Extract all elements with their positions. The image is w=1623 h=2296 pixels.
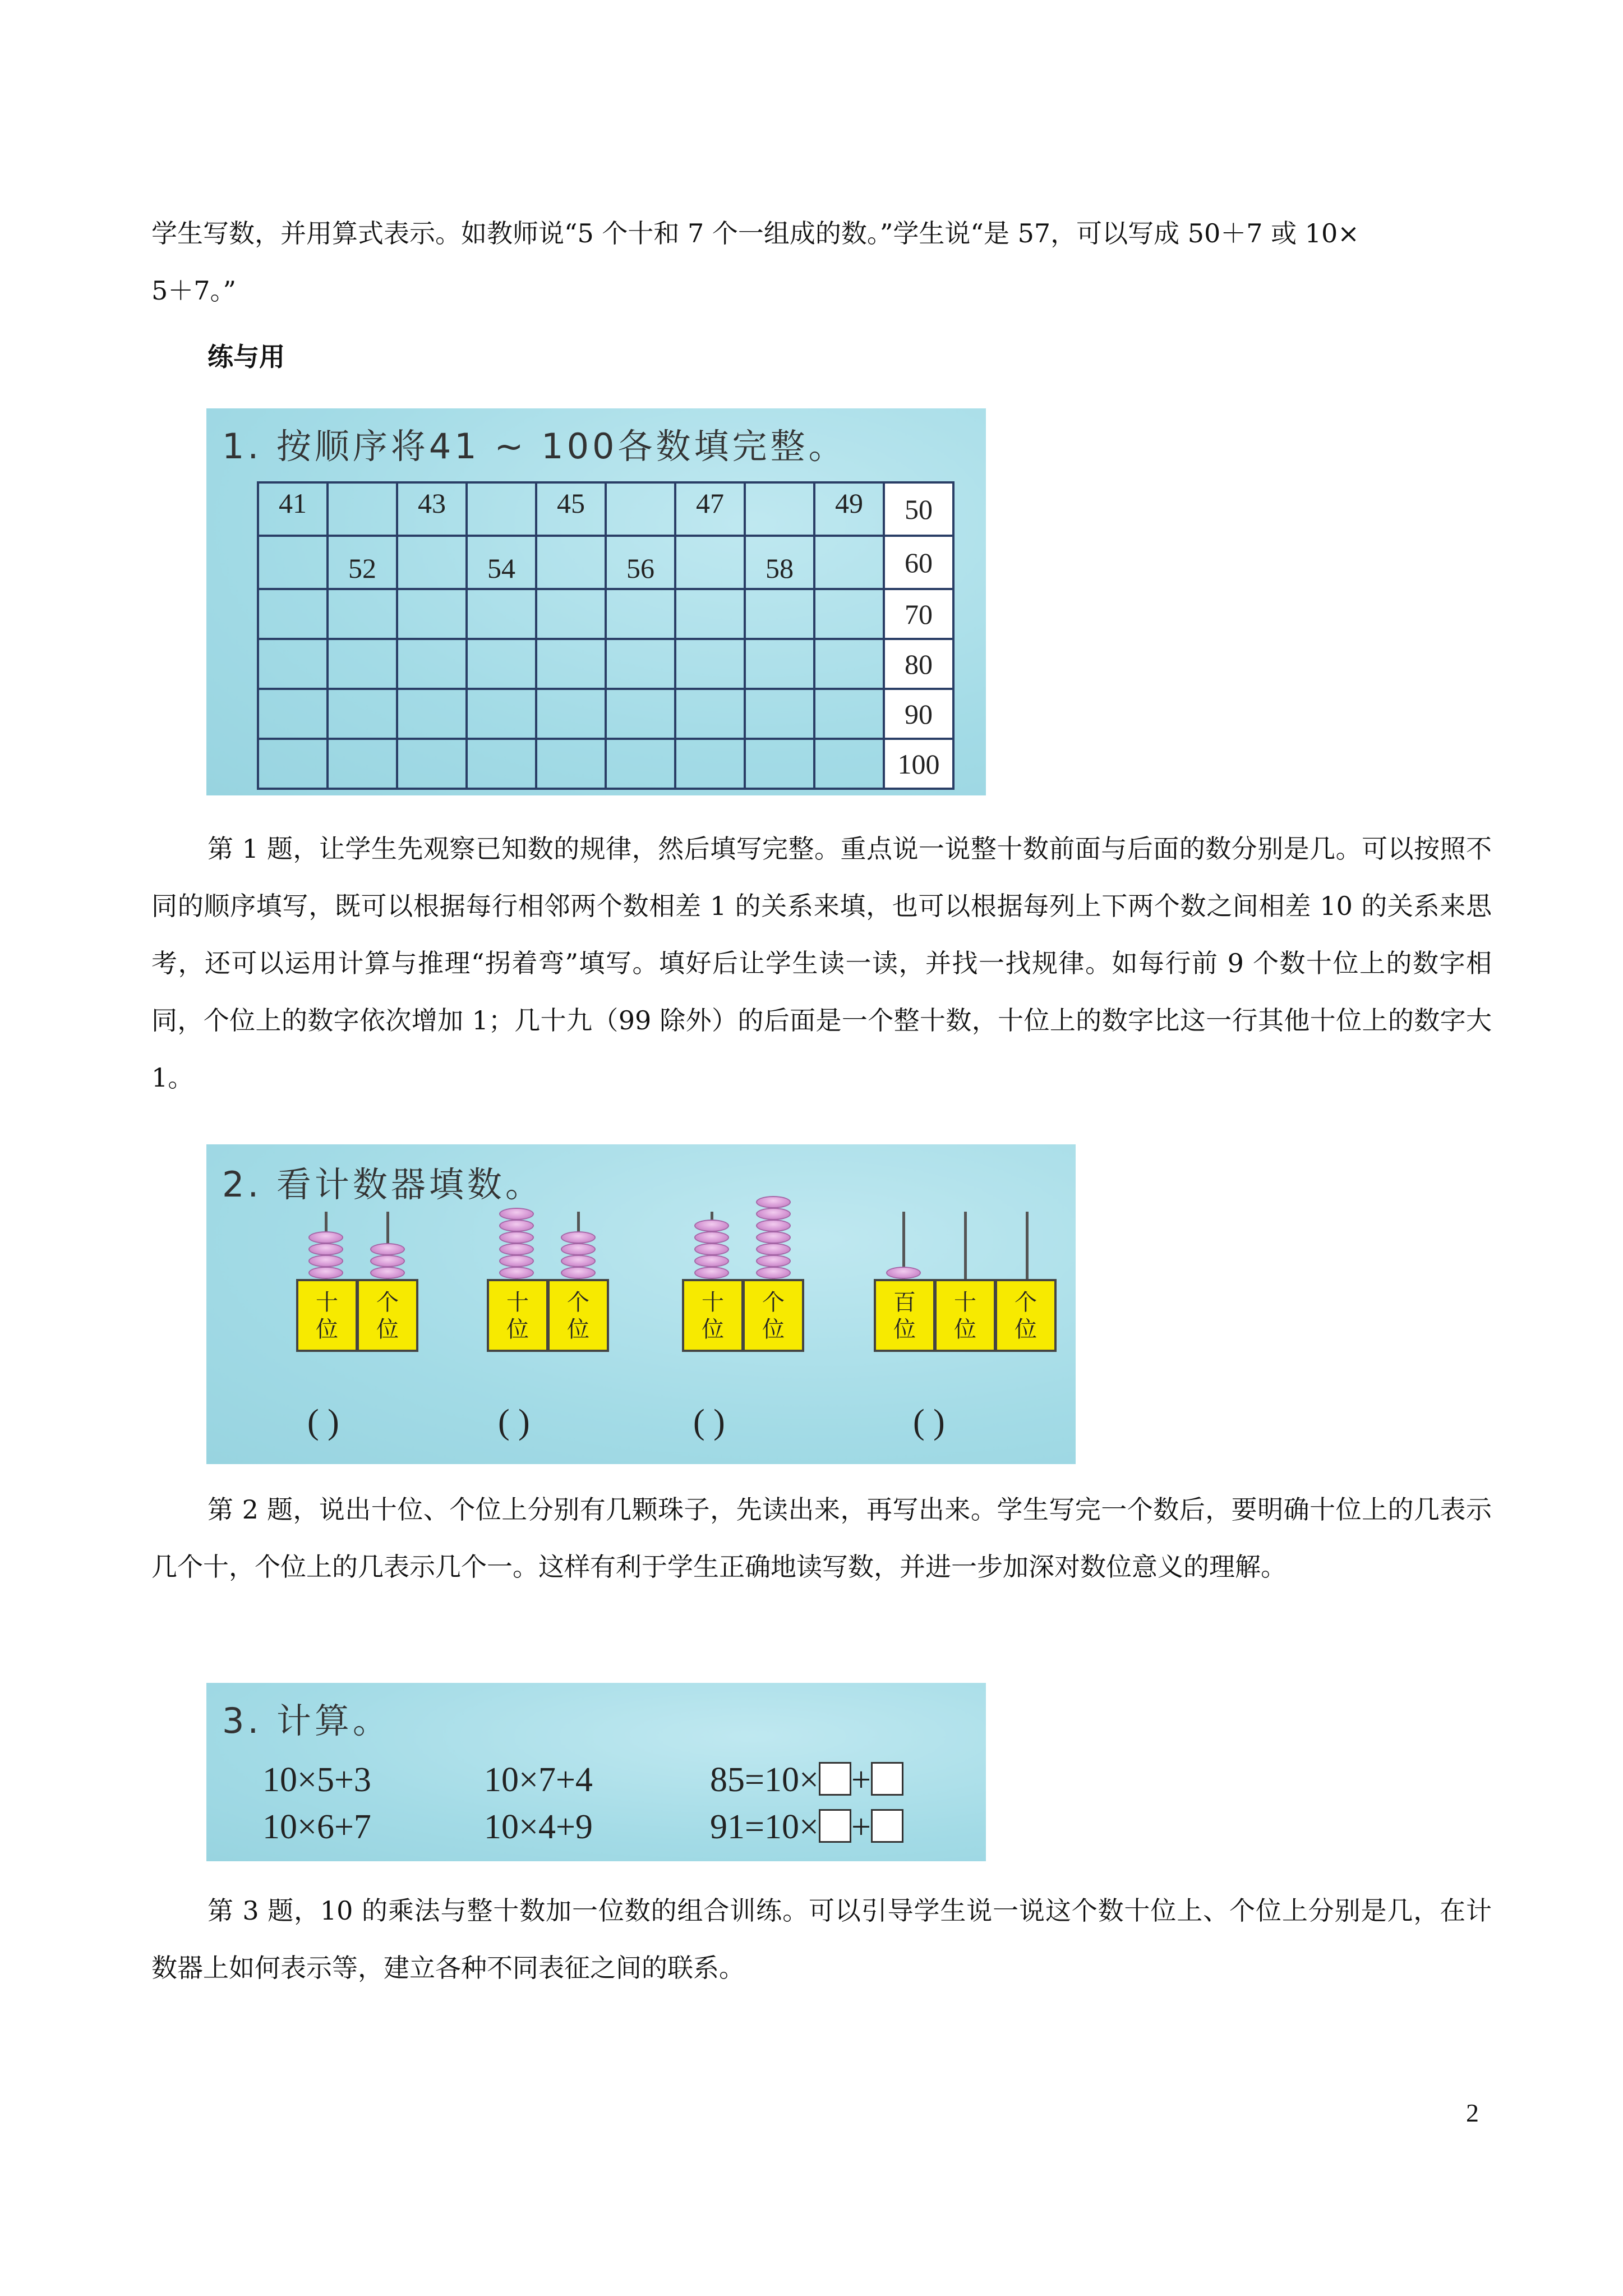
grid-cell[interactable]: 47 bbox=[675, 482, 745, 536]
abacus-bead bbox=[499, 1220, 534, 1232]
grid-cell[interactable] bbox=[536, 639, 606, 689]
tens-place-box bbox=[934, 1279, 996, 1352]
grid-cell[interactable] bbox=[536, 589, 606, 639]
calc-item: 10×7+4 bbox=[484, 1761, 593, 1799]
grid-cell[interactable]: 45 bbox=[536, 482, 606, 536]
grid-cell[interactable] bbox=[397, 589, 467, 639]
abacus-bead bbox=[561, 1243, 596, 1255]
ones-place-label: 个位 bbox=[376, 1290, 399, 1342]
abacus-bead bbox=[694, 1231, 729, 1244]
tens-place-label: 十位 bbox=[702, 1290, 724, 1342]
grid-cell-tens[interactable]: 80 bbox=[884, 639, 953, 689]
abacus-bead bbox=[308, 1267, 343, 1279]
plus-sign: + bbox=[851, 1761, 871, 1799]
number-grid bbox=[257, 481, 955, 790]
calc-item: 10×4+9 bbox=[484, 1808, 593, 1846]
grid-cell[interactable] bbox=[467, 589, 536, 639]
ones-place-box bbox=[743, 1279, 804, 1352]
grid-cell-tens[interactable]: 90 bbox=[884, 689, 953, 739]
grid-cell[interactable] bbox=[397, 739, 467, 789]
abacus-bead bbox=[694, 1267, 729, 1279]
grid-cell[interactable] bbox=[745, 739, 814, 789]
grid-cell[interactable] bbox=[814, 639, 884, 689]
intro-line-2: 5＋7。” bbox=[151, 275, 237, 306]
grid-cell[interactable] bbox=[397, 639, 467, 689]
grid-cell[interactable] bbox=[397, 536, 467, 589]
grid-cell[interactable] bbox=[258, 536, 328, 589]
grid-cell[interactable] bbox=[814, 589, 884, 639]
abacus-bead bbox=[370, 1255, 405, 1267]
grid-cell[interactable] bbox=[536, 536, 606, 589]
hundreds-place-label: 百位 bbox=[893, 1290, 916, 1342]
answer-blank[interactable]: ( ) bbox=[693, 1403, 725, 1441]
grid-cell[interactable] bbox=[675, 689, 745, 739]
tens-place-label: 十位 bbox=[506, 1290, 529, 1342]
abacus-bead bbox=[499, 1243, 534, 1255]
abacus-bead bbox=[370, 1267, 405, 1279]
q1-explanation: 第 1 题，让学生先观察已知数的规律，然后填写完整。重点说一说整十数前面与后面的数分别是几。可以按照不同的顺序填写，既可以根据每行相邻两个数相差 1 的关系来填，也可以根据每列上下两个数之间相差 10 的关系来思考，还可以运用计算与推理“拐着弯”填写。填好后让学生读一读，并找一找规律。如每行前 9 个数十位上的数字相同，个位上的数字依次增加 1；几十九（99 除外）的后面是一个整十数，十位上的数字比这一行其他十位上的数字大 1。 bbox=[151, 834, 1492, 1093]
answer-blank[interactable]: ( ) bbox=[498, 1403, 530, 1441]
grid-cell[interactable] bbox=[814, 689, 884, 739]
grid-cell[interactable] bbox=[745, 639, 814, 689]
grid-cell[interactable] bbox=[536, 739, 606, 789]
grid-cell[interactable] bbox=[328, 589, 397, 639]
tens-place-box bbox=[296, 1279, 358, 1352]
abacus-rod bbox=[964, 1212, 967, 1279]
grid-cell[interactable] bbox=[328, 639, 397, 689]
abacus-bead bbox=[499, 1267, 534, 1279]
grid-row bbox=[258, 536, 953, 589]
abacus-bead bbox=[561, 1255, 596, 1267]
grid-cell[interactable] bbox=[467, 739, 536, 789]
calc-fill-row bbox=[710, 1807, 903, 1847]
abacus-bead bbox=[756, 1220, 791, 1232]
grid-cell[interactable] bbox=[467, 689, 536, 739]
tens-place-box bbox=[682, 1279, 744, 1352]
grid-cell[interactable] bbox=[745, 482, 814, 536]
abacus-bead bbox=[308, 1243, 343, 1255]
grid-cell-tens[interactable]: 50 bbox=[884, 482, 953, 536]
grid-cell-tens[interactable]: 100 bbox=[884, 739, 953, 789]
grid-cell[interactable] bbox=[467, 639, 536, 689]
grid-cell[interactable]: 43 bbox=[397, 482, 467, 536]
grid-cell[interactable]: 56 bbox=[606, 536, 675, 589]
answer-box[interactable] bbox=[871, 1809, 903, 1843]
abacus-bead bbox=[499, 1208, 534, 1220]
abacus-bead bbox=[756, 1231, 791, 1244]
abacus-bead bbox=[308, 1231, 343, 1244]
grid-cell[interactable] bbox=[258, 689, 328, 739]
abacus-bead bbox=[561, 1267, 596, 1279]
abacus-bead bbox=[499, 1231, 534, 1244]
abacus-1 bbox=[296, 1144, 425, 1464]
abacus-bead bbox=[756, 1255, 791, 1267]
abacus-bead bbox=[886, 1267, 921, 1279]
grid-cell[interactable]: 49 bbox=[814, 482, 884, 536]
grid-cell[interactable] bbox=[397, 689, 467, 739]
hundreds-place-box bbox=[874, 1279, 935, 1352]
q2-figure bbox=[206, 1144, 1076, 1464]
grid-cell[interactable] bbox=[606, 639, 675, 689]
grid-cell[interactable] bbox=[675, 536, 745, 589]
grid-row bbox=[258, 482, 953, 536]
tens-place-box bbox=[487, 1279, 548, 1352]
q2-explanation: 第 2 题，说出十位、个位上分别有几颗珠子，先读出来，再写出来。学生写完一个数后，要明确十位上的几表示几个十，个位上的几表示几个一。这样有利于学生正确地读写数，并进一步加深对数位意义的理解。 bbox=[151, 1494, 1492, 1582]
abacus-bead bbox=[694, 1243, 729, 1255]
grid-cell[interactable] bbox=[745, 589, 814, 639]
ones-place-label: 个位 bbox=[567, 1290, 589, 1342]
calc-fill-row bbox=[710, 1760, 903, 1800]
page-number: 2 bbox=[1466, 2099, 1479, 2127]
grid-cell-tens[interactable]: 60 bbox=[884, 536, 953, 589]
abacus-bead bbox=[308, 1255, 343, 1267]
ones-place-box bbox=[357, 1279, 418, 1352]
grid-row bbox=[258, 589, 953, 639]
abacus-bead bbox=[370, 1243, 405, 1255]
grid-cell[interactable] bbox=[258, 639, 328, 689]
grid-cell[interactable]: 58 bbox=[745, 536, 814, 589]
grid-cell[interactable] bbox=[675, 739, 745, 789]
answer-blank[interactable]: ( ) bbox=[913, 1403, 945, 1441]
grid-cell[interactable] bbox=[675, 589, 745, 639]
q3-title: 3. 计算。 bbox=[222, 1700, 391, 1741]
abacus-bead bbox=[561, 1231, 596, 1244]
grid-cell[interactable] bbox=[606, 689, 675, 739]
grid-cell[interactable]: 52 bbox=[328, 536, 397, 589]
grid-cell[interactable] bbox=[675, 639, 745, 689]
intro-line-1: 学生写数，并用算式表示。如教师说“5 个十和 7 个一组成的数。”学生说“是 57，可以写成 50＋7 或 10× bbox=[151, 218, 1359, 249]
grid-cell[interactable] bbox=[467, 482, 536, 536]
answer-box[interactable] bbox=[871, 1762, 903, 1796]
abacus-bead bbox=[499, 1255, 534, 1267]
calc-item: 91=10× bbox=[710, 1808, 819, 1846]
answer-blank[interactable]: ( ) bbox=[307, 1403, 339, 1441]
grid-cell[interactable] bbox=[328, 482, 397, 536]
grid-cell-tens[interactable]: 70 bbox=[884, 589, 953, 639]
grid-cell[interactable] bbox=[606, 739, 675, 789]
q3-explanation: 第 3 题，10 的乘法与整十数加一位数的组合训练。可以引导学生说一说这个数十位上、个位上分别是几，在计数器上如何表示等，建立各种不同表征之间的联系。 bbox=[151, 1895, 1492, 1983]
grid-cell[interactable] bbox=[814, 739, 884, 789]
calc-item: 10×5+3 bbox=[262, 1761, 371, 1799]
abacus-rod bbox=[1026, 1212, 1029, 1279]
q2-title: 2. 看计数器填数。 bbox=[222, 1164, 543, 1205]
answer-box[interactable] bbox=[819, 1809, 851, 1843]
grid-row bbox=[258, 689, 953, 739]
plus-sign: + bbox=[851, 1808, 871, 1846]
abacus-3 bbox=[682, 1144, 811, 1464]
abacus-bead bbox=[756, 1243, 791, 1255]
grid-cell[interactable]: 54 bbox=[467, 536, 536, 589]
grid-row bbox=[258, 639, 953, 689]
answer-box[interactable] bbox=[819, 1762, 851, 1796]
ones-place-box bbox=[547, 1279, 609, 1352]
grid-cell[interactable] bbox=[258, 589, 328, 639]
grid-cell[interactable] bbox=[606, 589, 675, 639]
grid-cell[interactable] bbox=[745, 689, 814, 739]
abacus-bead bbox=[694, 1255, 729, 1267]
abacus-bead bbox=[756, 1267, 791, 1279]
grid-row bbox=[258, 739, 953, 789]
grid-cell[interactable] bbox=[606, 482, 675, 536]
abacus-bead bbox=[694, 1220, 729, 1232]
abacus-bead bbox=[756, 1196, 791, 1208]
tens-place-label: 十位 bbox=[316, 1290, 338, 1342]
ones-place-label: 个位 bbox=[1015, 1290, 1037, 1342]
calc-item: 85=10× bbox=[710, 1761, 819, 1799]
abacus-2 bbox=[487, 1144, 616, 1464]
calc-item: 10×6+7 bbox=[262, 1808, 371, 1846]
grid-cell[interactable] bbox=[814, 536, 884, 589]
q1-figure bbox=[206, 408, 986, 795]
grid-cell[interactable] bbox=[328, 689, 397, 739]
abacus-4 bbox=[874, 1144, 1059, 1464]
grid-cell[interactable]: 41 bbox=[258, 482, 328, 536]
q3-figure bbox=[206, 1683, 986, 1861]
ones-place-box bbox=[995, 1279, 1057, 1352]
q1-title: 1. 按顺序将41 ~ 100各数填完整。 bbox=[222, 426, 847, 467]
ones-place-label: 个位 bbox=[762, 1290, 785, 1342]
grid-cell[interactable] bbox=[328, 739, 397, 789]
grid-cell[interactable] bbox=[536, 689, 606, 739]
tens-place-label: 十位 bbox=[954, 1290, 976, 1342]
section-heading: 练与用 bbox=[208, 342, 285, 372]
abacus-bead bbox=[756, 1208, 791, 1220]
grid-cell[interactable] bbox=[258, 739, 328, 789]
